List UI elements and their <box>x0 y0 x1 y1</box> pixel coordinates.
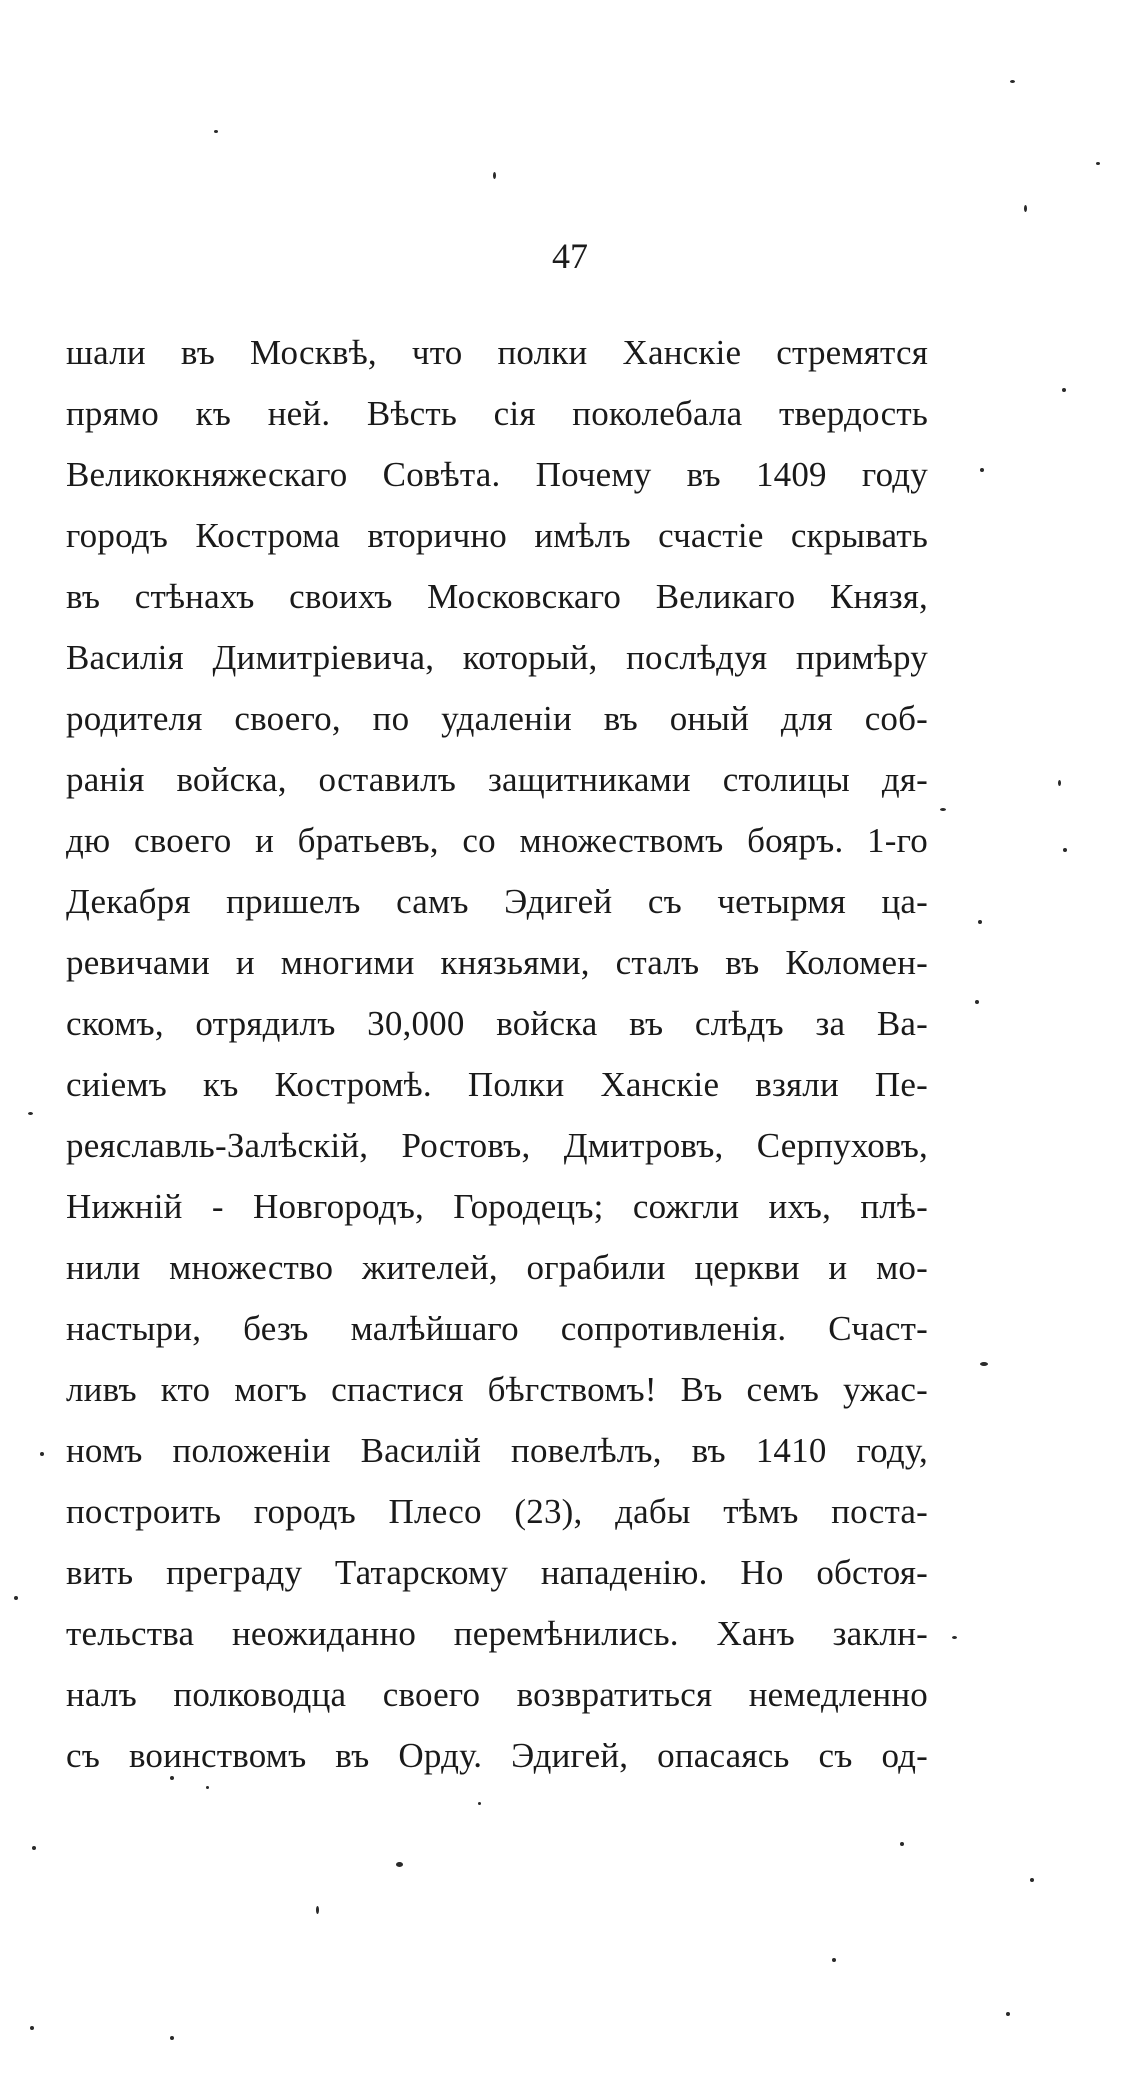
text-line: реяславль-Залѣскій, Ростовъ, Дмитровъ, Серпуховъ, <box>66 1126 928 1165</box>
text-line: родителя своего, по удаленіи въ оный для соб- <box>66 699 928 738</box>
scan-speck <box>980 1362 988 1366</box>
scan-speck <box>493 172 496 179</box>
scan-speck <box>1010 80 1015 83</box>
text-line: прямо къ ней. Вѣсть сія поколебала твердость <box>66 394 928 433</box>
scan-speck <box>1096 162 1100 165</box>
scan-speck <box>396 1862 403 1867</box>
scan-speck <box>1006 2012 1010 2016</box>
text-line: Великокняжескаго Совѣта. Почему въ 1409 году <box>66 455 928 494</box>
text-line: ливъ кто могъ спастися бѣгствомъ! Въ семъ ужас- <box>66 1370 928 1409</box>
text-line: тельства неожиданно перемѣнились. Ханъ заклн- <box>66 1614 928 1653</box>
scan-speck <box>316 1906 319 1914</box>
scan-speck <box>32 1846 36 1850</box>
text-line: Василія Димитріевича, который, послѣдуя примѣру <box>66 638 928 677</box>
scan-speck <box>30 2026 34 2030</box>
text-line: налъ полководца своего возвратиться немедленно <box>66 1675 928 1714</box>
text-line: ревичами и многими князьями, сталъ въ Коломен- <box>66 943 928 982</box>
text-line: въ стѣнахъ своихъ Московскаго Великаго Князя, <box>66 577 928 616</box>
scan-speck <box>1024 205 1027 212</box>
text-line: Декабря пришелъ самъ Эдигей съ четырмя ца- <box>66 882 928 921</box>
scan-speck <box>170 1776 174 1780</box>
scan-speck <box>1063 848 1067 852</box>
text-line: построить городъ Плесо (23), дабы тѣмъ поста- <box>66 1492 928 1531</box>
text-line: ранія войска, оставилъ защитниками столицы дя- <box>66 760 928 799</box>
text-line: Нижній - Новгородъ, Городецъ; сожгли ихъ, плѣ- <box>66 1187 928 1226</box>
body-text <box>66 322 928 1786</box>
scan-speck <box>1030 1878 1034 1882</box>
scan-speck <box>978 920 982 924</box>
scan-speck <box>975 1000 979 1004</box>
text-line: шали въ Москвѣ, что полки Ханскіе стремятся <box>66 333 928 372</box>
text-line: съ воинствомъ въ Орду. Эдигей, опасаясь съ од- <box>66 1736 928 1775</box>
scan-speck <box>14 1596 18 1600</box>
text-line: городъ Кострома вторично имѣлъ счастіе скрывать <box>66 516 928 555</box>
scan-speck <box>1058 780 1061 786</box>
page-number: 47 <box>552 236 588 276</box>
scan-speck <box>832 1958 836 1962</box>
scan-speck <box>900 1842 904 1846</box>
text-line: вить преграду Татарскому нападенію. Но обстоя- <box>66 1553 928 1592</box>
text-line: нили множество жителей, ограбили церкви и мо- <box>66 1248 928 1287</box>
scan-speck <box>170 2036 174 2040</box>
scan-speck <box>40 1452 44 1456</box>
scan-speck <box>214 130 218 133</box>
scan-speck <box>980 468 984 472</box>
text-line: номъ положеніи Василій повелѣлъ, въ 1410 году, <box>66 1431 928 1470</box>
scan-speck <box>28 1112 33 1115</box>
scan-speck <box>206 1786 209 1789</box>
scan-speck <box>1062 388 1066 392</box>
text-line: сиіемъ къ Костромѣ. Полки Ханскіе взяли Пе- <box>66 1065 928 1104</box>
text-line: скомъ, отрядилъ 30,000 войска въ слѣдъ за Ва- <box>66 1004 928 1043</box>
text-line: настыри, безъ малѣйшаго сопротивленія. Счаст- <box>66 1309 928 1348</box>
scan-speck <box>952 1636 957 1639</box>
scan-speck <box>478 1802 481 1805</box>
text-line: дю своего и братьевъ, со множествомъ бояръ. 1-го <box>66 821 928 860</box>
scan-speck <box>940 808 946 811</box>
